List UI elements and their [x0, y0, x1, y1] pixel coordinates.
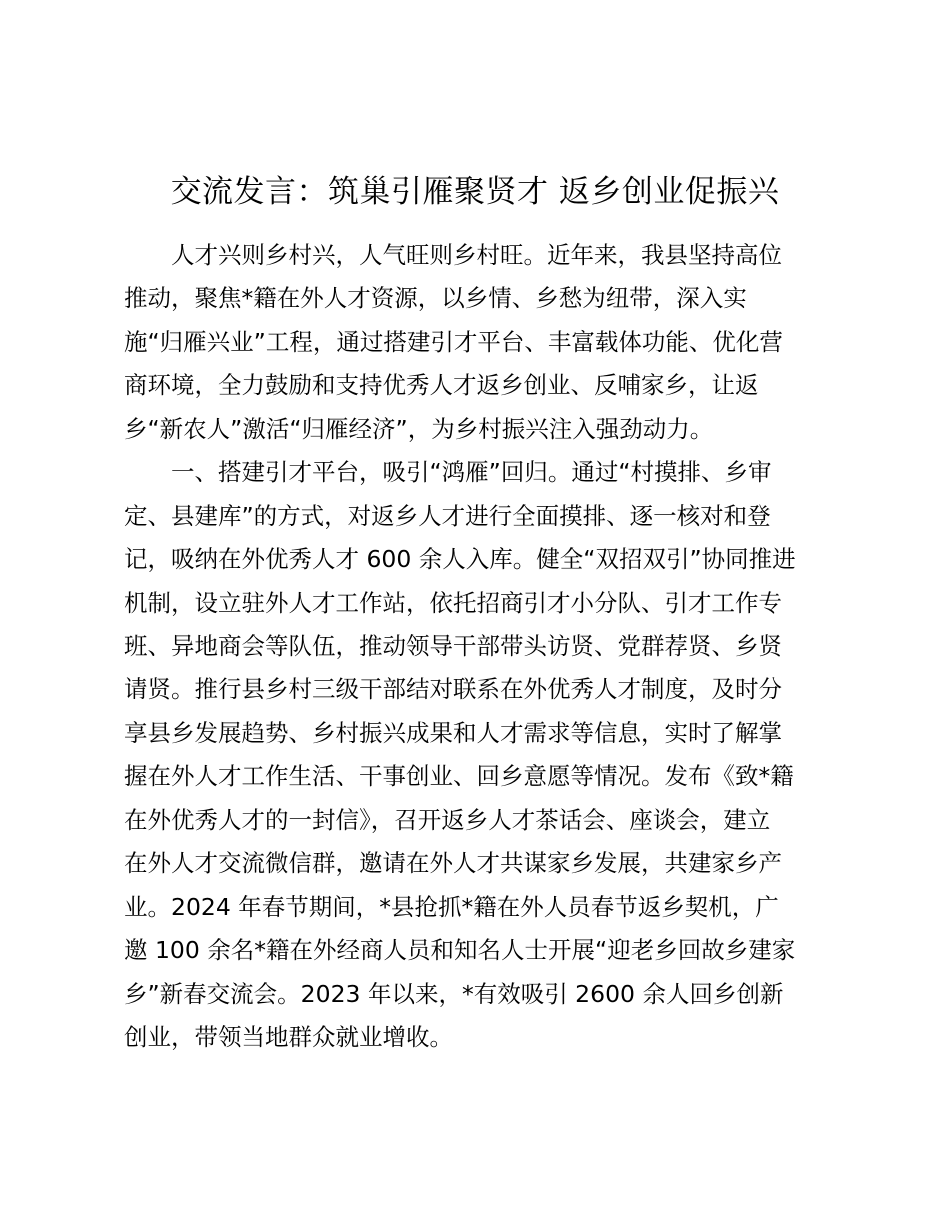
text-line: 享县乡发展趋势、乡村振兴成果和人才需求等信息，实时了解掌	[124, 719, 782, 747]
text-line: 定、县建库”的方式，对返乡人才进行全面摸排、逐一核对和登	[124, 502, 771, 530]
text-line: 施“归雁兴业”工程，通过搭建引才平台、丰富载体功能、优化营	[124, 328, 783, 356]
text-line: 乡“新农人”激活“归雁经济”，为乡村振兴注入强劲动力。	[124, 415, 714, 443]
text-line: 商环境，全力鼓励和支持优秀人才返乡创业、反哺家乡，让返	[124, 371, 759, 399]
text-line: 一、搭建引才平台，吸引“鸿雁”回归。通过“村摸排、乡审	[124, 458, 772, 486]
text-line: 推动，聚焦*籍在外人才资源，以乡情、乡愁为纽带，深入实	[124, 284, 747, 312]
text-line: 请贤。推行县乡村三级干部结对联系在外优秀人才制度，及时分	[124, 675, 782, 703]
text-line: 乡”新春交流会。2023 年以来，*有效吸引 2600 余人回乡创新	[124, 980, 784, 1008]
text-line: 创业，带领当地群众就业增收。	[124, 1023, 453, 1051]
text-line: 握在外人才工作生活、干事创业、回乡意愿等情况。发布《致*籍	[124, 762, 794, 790]
text-line: 邀 100 余名*籍在外经商人员和知名人士开展“迎老乡回故乡建家	[124, 936, 796, 964]
page-title: 交流发言：筑巢引雁聚贤才 返乡创业促振兴	[170, 174, 780, 210]
text-line: 在外人才交流微信群，邀请在外人才共谋家乡发展，共建家乡产	[124, 849, 782, 877]
text-line: 班、异地商会等队伍，推动领导干部带头访贤、党群荐贤、乡贤	[124, 632, 782, 660]
text-line: 业。2024 年春节期间，*县抢抓*籍在外人员春节返乡契机，广	[124, 893, 779, 921]
text-line: 人才兴则乡村兴，人气旺则乡村旺。近年来，我县坚持高位	[124, 241, 782, 269]
text-line: 记，吸纳在外优秀人才 600 余人入库。健全“双招双引”协同推进	[124, 545, 796, 573]
text-line: 机制，设立驻外人才工作站，依托招商引才小分队、引才工作专	[124, 589, 782, 617]
text-line: 在外优秀人才的一封信》，召开返乡人才茶话会、座谈会，建立	[124, 806, 771, 834]
